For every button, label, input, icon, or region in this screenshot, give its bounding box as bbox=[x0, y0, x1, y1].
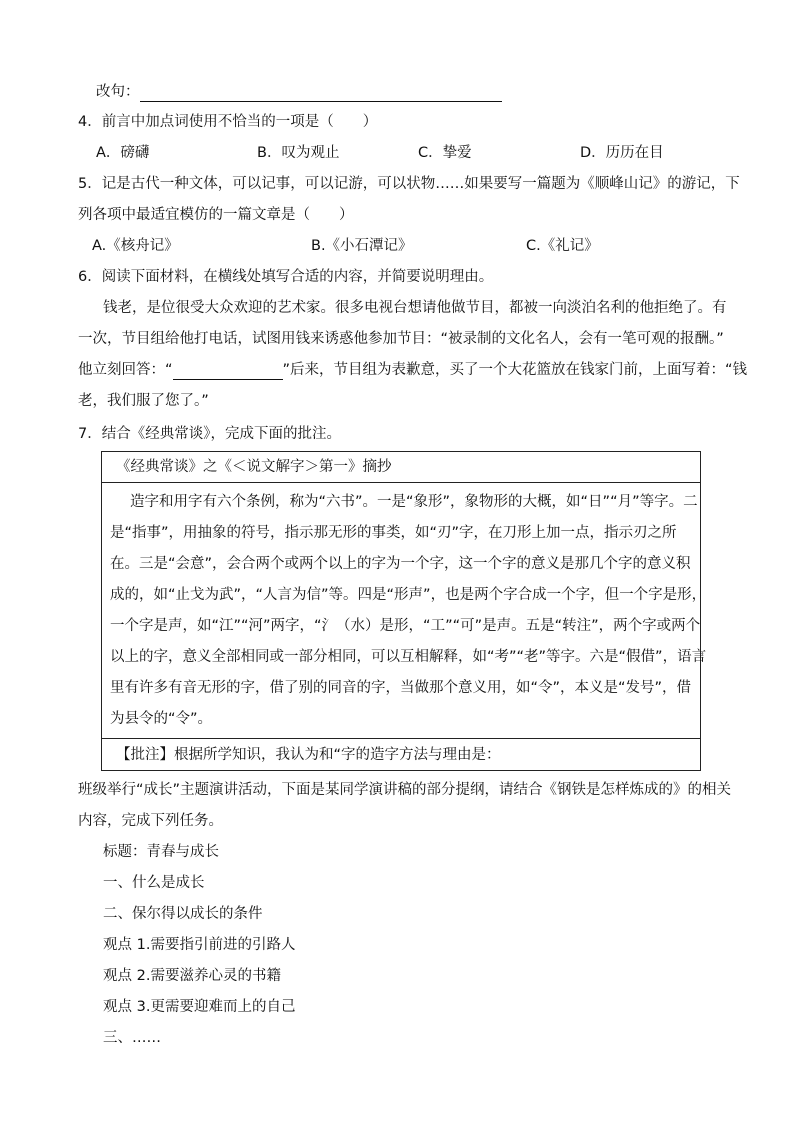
question-6-stem: 6．阅读下面材料，在横线处填写合适的内容，并简要说明理由。 bbox=[78, 269, 494, 285]
q5-option-b[interactable]: B.《小石潭记》 bbox=[311, 238, 413, 254]
excerpt-divider-bottom bbox=[102, 738, 700, 739]
excerpt-line-4: 成的，如“止戈为武”，“人言为信”等。四是“形声”，也是两个字合成一个字，但一个字是形， bbox=[110, 587, 707, 603]
excerpt-title: 《经典常谈》之《＜说文解字＞第一》摘抄 bbox=[116, 459, 392, 475]
outline-point-1: 观点 1.需要指引前进的引路人 bbox=[103, 937, 296, 953]
outline-section-3: 三、…… bbox=[103, 1030, 161, 1046]
q6-paragraph-line-3 bbox=[78, 360, 747, 380]
excerpt-line-2: 是“指事”，用抽象的符号，指示那无形的事类，如“刃”字，在刀形上加一点，指示刃之所 bbox=[110, 525, 677, 541]
question-7-stem: 7．结合《经典常谈》，完成下面的批注。 bbox=[78, 426, 341, 442]
question-5-line-1: 5．记是古代一种文体，可以记事，可以记游，可以状物……如果要写一篇题为《顺峰山记》的游记，下 bbox=[78, 176, 740, 192]
question-4-stem: 4．前言中加点词使用不恰当的一项是（ ） bbox=[78, 114, 378, 130]
excerpt-line-6: 以上的字，意义全部相同或一部分相同，可以互相解释，如“考”“老”等字。六是“假借”，语言 bbox=[110, 649, 707, 665]
excerpt-divider-top bbox=[102, 482, 700, 483]
question-8-line-2: 内容，完成下列任务。 bbox=[78, 813, 223, 829]
rewrite-answer-blank[interactable] bbox=[140, 85, 502, 102]
q6-reply-suffix: ”后来，节目组为表歉意，买了一个大花篮放在钱家门前，上面写着：“钱 bbox=[282, 362, 748, 378]
q6-reply-prefix: 他立刻回答：“ bbox=[78, 362, 173, 378]
q4-option-a[interactable]: A．磅礴 bbox=[96, 145, 150, 161]
outline-title: 标题：青春与成长 bbox=[103, 844, 219, 860]
q5-option-c[interactable]: C.《礼记》 bbox=[526, 238, 599, 254]
outline-point-3: 观点 3.更需要迎难而上的自己 bbox=[103, 999, 296, 1015]
outline-section-1: 一、什么是成长 bbox=[103, 875, 205, 891]
excerpt-line-1: 造字和用字有六个条例，称为“六书”。一是“象形”，象物形的大概，如“日”“月”等字。二 bbox=[130, 494, 698, 510]
rewrite-sentence-line bbox=[96, 82, 502, 102]
excerpt-line-5: 一个字是声，如“江”“河”两字，“氵（水）是形，“工”“可”是声。五是“转注”，两个字或两个 bbox=[110, 618, 701, 634]
excerpt-line-3: 在。三是“会意”，会合两个或两个以上的字为一个字，这一个字的意义是那几个字的意义积 bbox=[110, 556, 691, 572]
q6-paragraph-line-2: 一次，节目组给他打电话，试图用钱来诱惑他参加节目：“被录制的文化名人，会有一笔可观的报酬。” bbox=[78, 331, 724, 347]
question-8-line-1: 班级举行“成长”主题演讲活动，下面是某同学演讲稿的部分提纲，请结合《钢铁是怎样炼成的》的相关 bbox=[78, 782, 732, 798]
q5-option-a[interactable]: A.《核舟记》 bbox=[92, 238, 179, 254]
excerpt-line-8: 为县令的“令”。 bbox=[110, 711, 213, 727]
outline-section-2: 二、保尔得以成长的条件 bbox=[103, 906, 263, 922]
q4-option-b[interactable]: B．叹为观止 bbox=[257, 145, 340, 161]
rewrite-label: 改句： bbox=[96, 84, 140, 100]
q4-option-c[interactable]: C．挚爱 bbox=[418, 145, 472, 161]
outline-point-2: 观点 2.需要滋养心灵的书籍 bbox=[103, 968, 281, 984]
annotation-prompt: 【批注】根据所学知识，我认为和“字的造字方法与理由是： bbox=[116, 747, 501, 763]
q6-paragraph-line-1: 钱老，是位很受大众欢迎的艺术家。很多电视台想请他做节目，都被一向淡泊名利的他拒绝了。有 bbox=[103, 300, 727, 316]
excerpt-line-7: 里有许多有音无形的字，借了别的同音的字，当做那个意义用，如“令”，本义是“发号”，借 bbox=[110, 680, 692, 696]
excerpt-box bbox=[101, 451, 707, 771]
question-5-line-2: 列各项中最适宜模仿的一篇文章是（ ） bbox=[78, 207, 354, 223]
q6-paragraph-line-4: 老，我们服了您了。” bbox=[78, 393, 209, 409]
q4-option-d[interactable]: D．历历在目 bbox=[580, 145, 664, 161]
q6-answer-blank[interactable] bbox=[173, 363, 283, 380]
